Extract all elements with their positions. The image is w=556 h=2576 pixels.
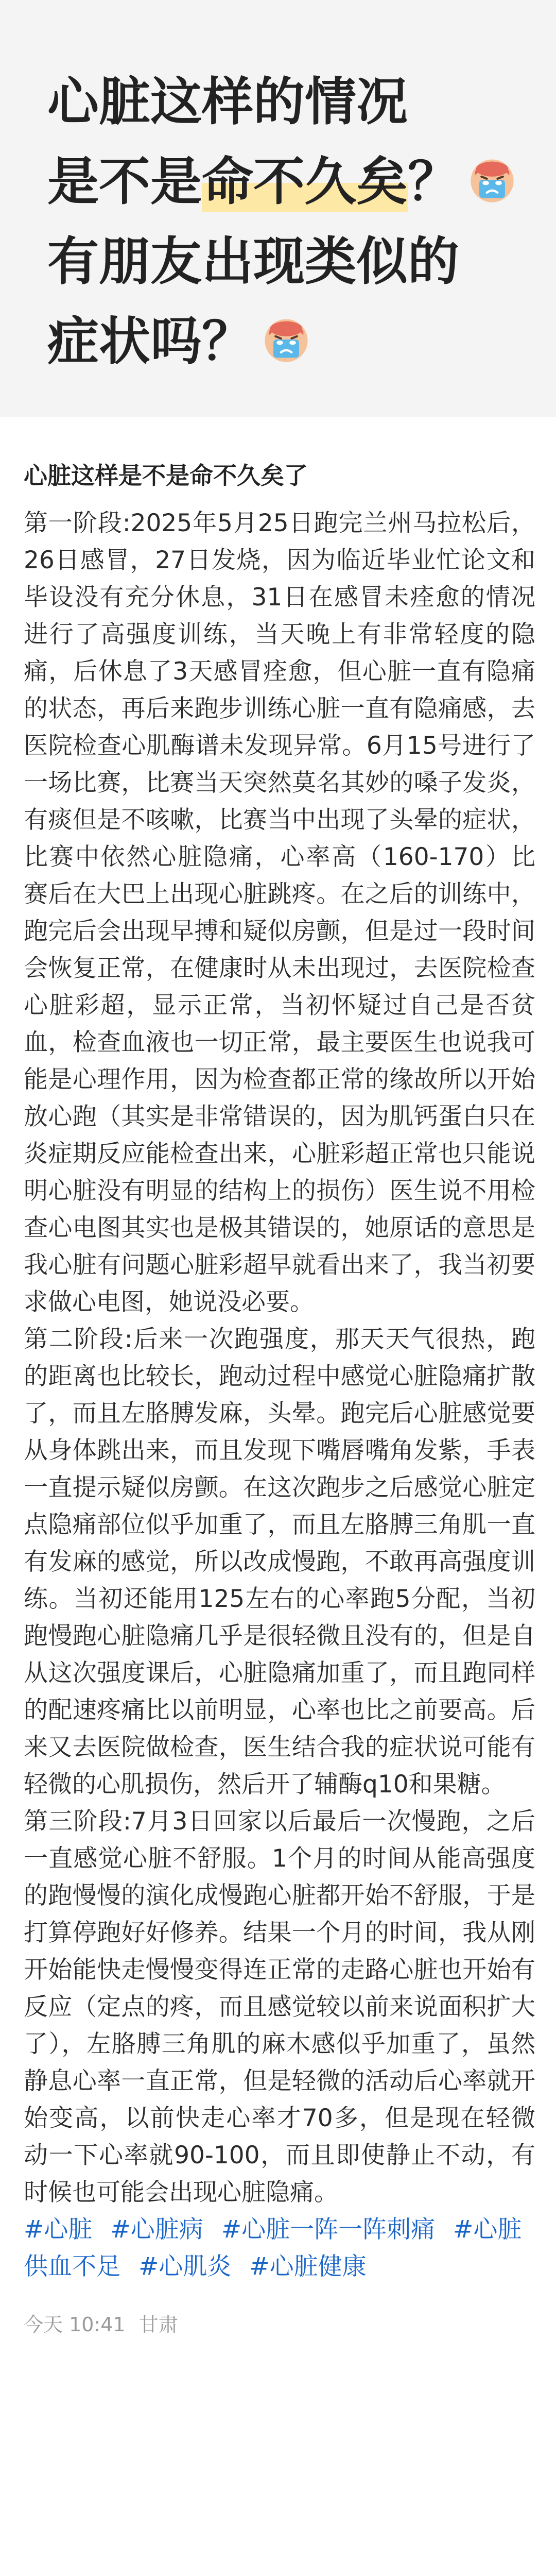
hashtag[interactable]: #心脏供血不足	[24, 2215, 522, 2281]
post-location: 甘肃	[138, 2313, 178, 2336]
hashtag[interactable]: #心脏病	[110, 2215, 203, 2244]
post-paragraph-stage-2: 第二阶段:后来一次跑强度，那天天气很热，跑的距离也比较长，跑动过程中感觉心脏隐痛扩散了，而且左胳膊发麻，头晕。跑完后心脏感觉要从身体跳出来，而且发现下嘴唇嘴角发紫，手表一直提示疑似房颤。在这次跑步之后感觉心脏定点隐痛部位似乎加重了，而且左胳膊三角肌一直有发麻的感觉，所以改成慢跑，不敢再高强度训练。当初还能用125左右的心率跑5分配，当初跑慢跑心脏隐痛几乎是很轻微且没有的，但是自从这次强度课后，心脏隐痛加重了，而且跑同样的配速疼痛比以前明显，心率也比之前要高。后来又去医院做检查，医生结合我的症状说可能有轻微的心肌损伤，然后开了辅酶q10和果糖。	[24, 1325, 535, 1799]
cover-line-2	[47, 142, 542, 222]
worried-crying-face-icon	[465, 153, 519, 207]
post-time: 今天 10:41	[24, 2313, 126, 2336]
post-paragraph-stage-1: 第一阶段:2025年5月25日跑完兰州马拉松后，26日感冒，27日发烧，因为临近毕业忙论文和毕设没有充分休息，31日在感冒未痊愈的情况进行了高强度训练，当天晚上有非常轻度的隐痛，后休息了3天感冒痊愈，但心脏一直有隐痛的状态，再后来跑步训练心脏一直有隐痛感，去医院检查心肌酶谱未发现异常。6月15号进行了一场比赛，比赛当天突然莫名其妙的嗓子发炎，有痰但是不咳嗽，比赛当中出现了头晕的症状，比赛中依然心脏隐痛，心率高（160-170）比赛后在大巴上出现心脏跳疼。在之后的训练中，跑完后会出现早搏和疑似房颤，但是过一段时间会恢复正常，在健康时从未出现过，去医院检查心脏彩超，显示正常，当初怀疑过自己是否贫血，检查血液也一切正常，最主要医生也说我可能是心理作用，因为检查都正常的缘故所以开始放心跑（其实是非常错误的，因为肌钙蛋白只在炎症期反应能检查出来，心脏彩超正常也只能说明心脏没有明显的结构上的损伤）医生说不用检查心电图其实也是极其错误的，她原话的意思是我心脏有问题心脏彩超早就看出来了，我当初要求做心电图，她说没必要。	[24, 509, 535, 1316]
hashtag[interactable]: #心脏健康	[249, 2252, 367, 2281]
worried-crying-face-icon	[259, 313, 313, 366]
cover-image	[0, 0, 556, 417]
cover-headline	[47, 62, 542, 381]
cover-line-3: 有朋友出现类似的	[47, 231, 459, 292]
post-body	[24, 457, 535, 2337]
hashtag[interactable]: #心肌炎	[138, 2252, 232, 2281]
post-paragraph-stage-3: 第三阶段:7月3日回家以后最后一次慢跑，之后一直感觉心脏不舒服。1个月的时间从能高强度的跑慢慢的演化成慢跑心脏都开始不舒服，于是打算停跑好好修养。结果一个月的时间，我从刚开始能快走慢慢变得连正常的走路心脏也开始有反应（定点的疼，而且感觉较以前来说面积扩大了），左胳膊三角肌的麻木感似乎加重了，虽然静息心率一直正常，但是轻微的活动后心率就开始变高，以前快走心率才70多，但是现在轻微动一下心率就90-100，而且即使静止不动，有时候也可能会出现心脏隐痛。	[24, 1807, 535, 2207]
cover-highlight: 命不久矣	[202, 151, 408, 212]
cover-line-2-start: 是不是	[47, 151, 202, 212]
hashtag[interactable]: #心脏一阵一阵刺痛	[221, 2215, 436, 2244]
cover-line-2-end: ？	[408, 151, 459, 212]
hashtag[interactable]: #心脏	[24, 2215, 93, 2244]
cover-line-1: 心脏这样的情况	[47, 72, 408, 132]
post-title: 心脏这样是不是命不久矣了	[24, 462, 308, 489]
hashtag-list	[24, 2211, 535, 2285]
post-meta	[24, 2312, 535, 2337]
cover-line-4-text: 症状吗？	[47, 311, 253, 371]
cover-line-4	[47, 301, 542, 381]
